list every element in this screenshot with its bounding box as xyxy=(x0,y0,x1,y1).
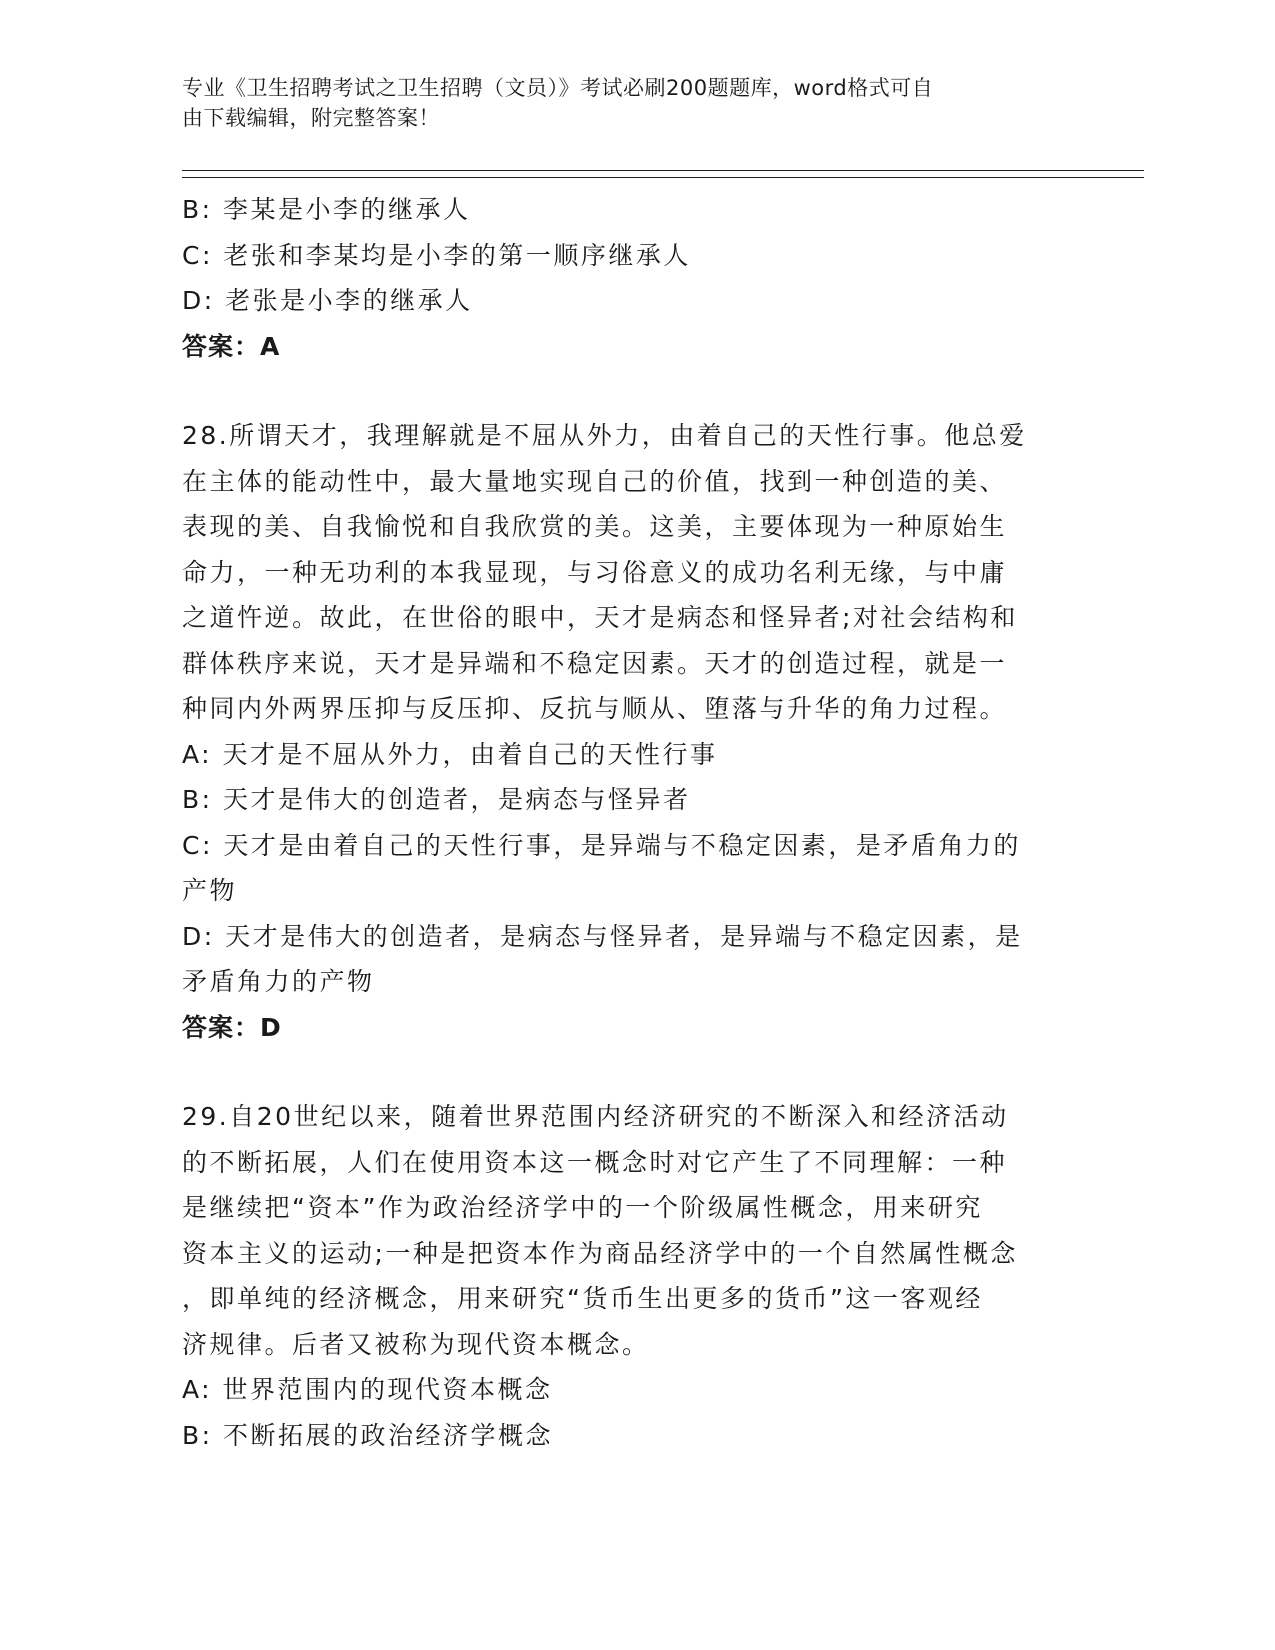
header-divider-top xyxy=(182,170,1144,171)
answer-line: 答案：D xyxy=(182,1012,282,1042)
question-stem-line: 是继续把“资本”作为政治经济学中的一个阶级属性概念，用来研究 xyxy=(182,1193,983,1222)
option-b: B: 不断拓展的政治经济学概念 xyxy=(182,1420,554,1450)
option-c: C: 天才是由着自己的天性行事，是异端与不稳定因素，是矛盾角力的 xyxy=(182,830,1021,860)
option-d-continued: 矛盾角力的产物 xyxy=(182,967,375,996)
header-line-2: 由下载编辑，附完整答案！ xyxy=(182,106,440,130)
question-stem-line: 资本主义的运动;一种是把资本作为商品经济学中的一个自然属性概念 xyxy=(182,1238,1018,1268)
header-divider-bottom xyxy=(182,177,1144,178)
option-d: D: 老张是小李的继承人 xyxy=(182,286,473,315)
question-stem-line: 种同内外两界压抑与反压抑、反抗与顺从、堕落与升华的角力过程。 xyxy=(182,694,1008,723)
question-stem-line: 济规律。后者又被称为现代资本概念。 xyxy=(182,1329,650,1359)
question-stem-line: 表现的美、自我愉悦和自我欣赏的美。这美，主要体现为一种原始生 xyxy=(182,512,1008,541)
question-stem-line: 群体秩序来说，天才是异端和不稳定因素。天才的创造过程，就是一 xyxy=(182,648,1008,678)
question-stem-line: 命力，一种无功利的本我显现，与习俗意义的成功名利无缘，与中庸 xyxy=(182,557,1008,587)
spacer xyxy=(182,1050,1072,1094)
option-b: B: 天才是伟大的创造者，是病态与怪异者 xyxy=(182,785,691,814)
spacer xyxy=(182,369,1072,413)
option-a: A: 世界范围内的现代资本概念 xyxy=(182,1375,553,1404)
option-d: D: 天才是伟大的创造者，是病态与怪异者，是异端与不稳定因素，是 xyxy=(182,921,1023,951)
answer-line: 答案：A xyxy=(182,331,281,361)
option-c: C: 老张和李某均是小李的第一顺序继承人 xyxy=(182,240,691,270)
option-a: A: 天才是不屈从外力，由着自己的天性行事 xyxy=(182,739,718,769)
question-29 xyxy=(182,1094,1072,1458)
page-header xyxy=(182,73,1062,133)
question-stem-line: 28.所谓天才，我理解就是不屈从外力，由着自己的天性行事。他总爱 xyxy=(182,421,1027,450)
question-stem-line: 的不断拓展，人们在使用资本这一概念时对它产生了不同理解：一种 xyxy=(182,1147,1008,1177)
option-c-continued: 产物 xyxy=(182,876,238,905)
previous-question-tail xyxy=(182,187,1072,369)
document-body xyxy=(182,187,1072,1458)
question-stem-line: 在主体的能动性中，最大量地实现自己的价值，找到一种创造的美、 xyxy=(182,466,1008,496)
question-stem-line: 29.自20世纪以来，随着世界范围内经济研究的不断深入和经济活动 xyxy=(182,1102,1009,1131)
header-line-1: 专业《卫生招聘考试之卫生招聘（文员）》考试必刷200题题库，word格式可自 xyxy=(182,76,934,100)
option-b: B: 李某是小李的继承人 xyxy=(182,195,471,224)
question-stem-line: ，即单纯的经济概念，用来研究“货币生出更多的货币”这一客观经 xyxy=(182,1284,983,1313)
question-28 xyxy=(182,413,1072,1050)
question-stem-line: 之道忤逆。故此，在世俗的眼中，天才是病态和怪异者;对社会结构和 xyxy=(182,603,1018,632)
